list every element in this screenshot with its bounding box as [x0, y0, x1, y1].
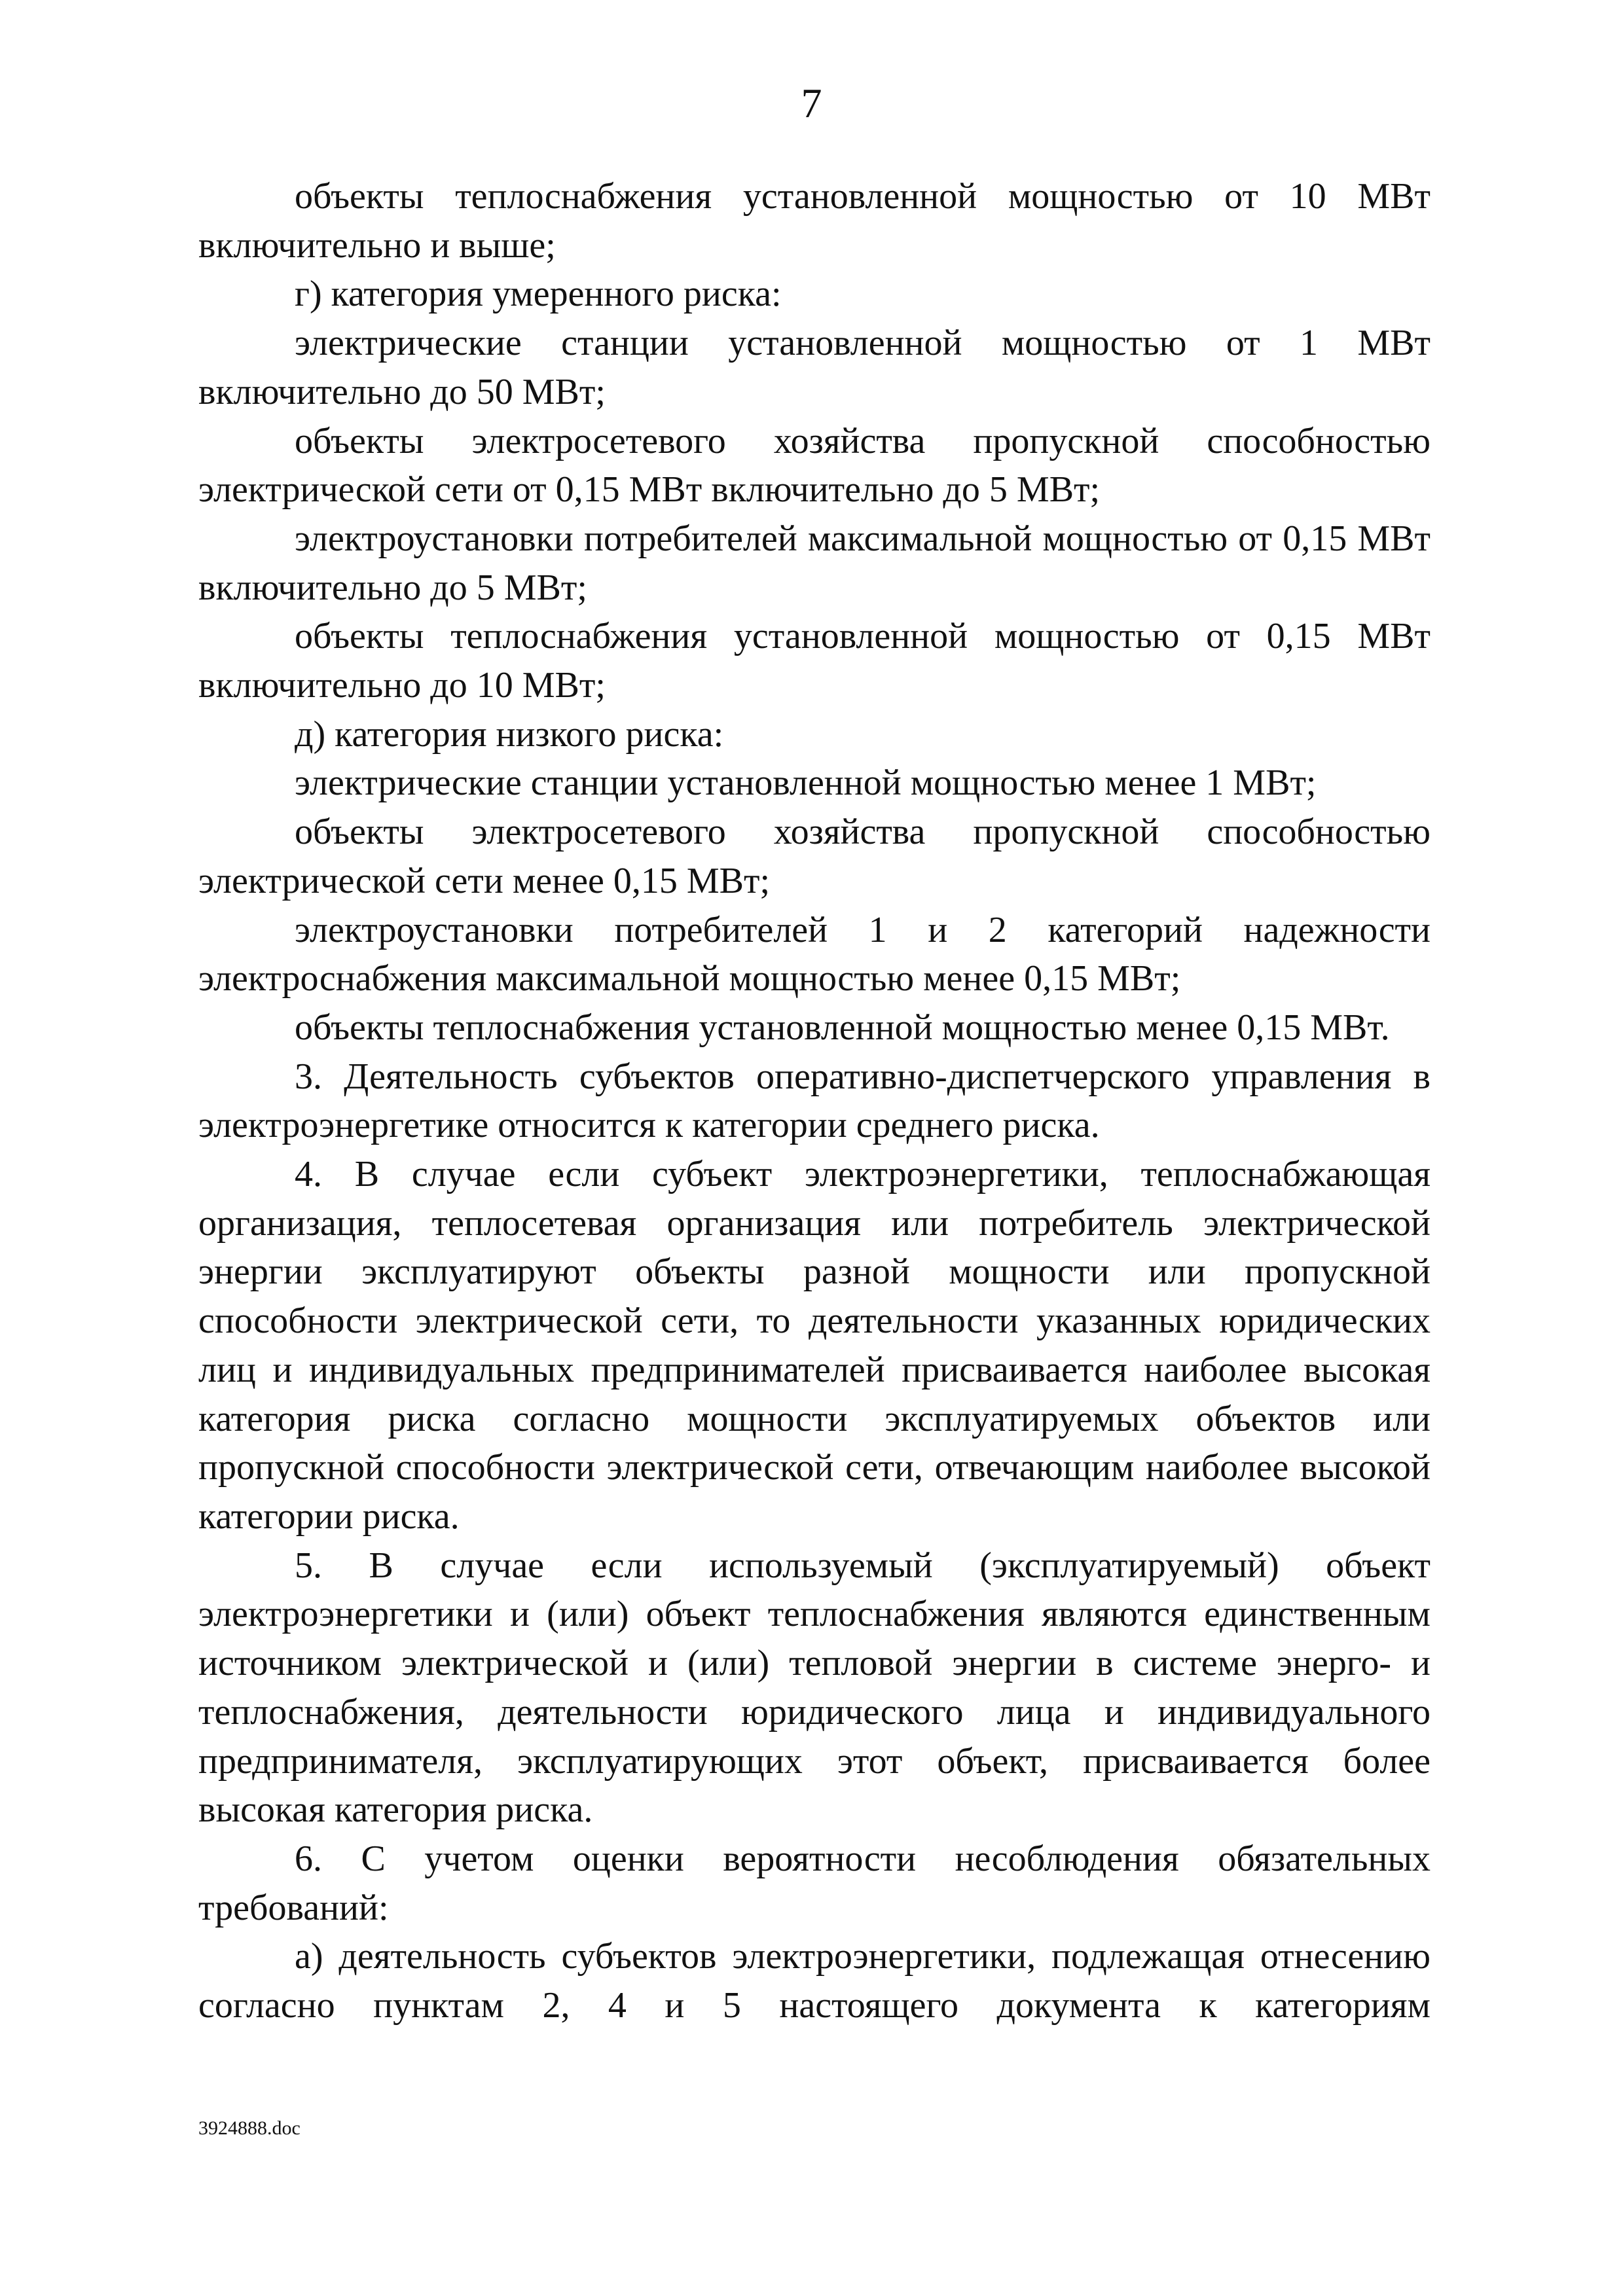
page-number: 7 [801, 80, 822, 126]
document-body [198, 172, 1431, 2030]
paragraph: объекты теплоснабжения установленной мощностью менее 0,15 МВт. [295, 1007, 1390, 1048]
paragraph: объекты теплоснабжения установленной мощностью от 0,15 МВт включительно до 10 МВт; [198, 616, 1431, 706]
paragraph: объекты электросетевого хозяйства пропускной способностью электрической сети от 0,15 МВт включительно до 5 МВт; [198, 420, 1431, 511]
paragraph: 5. В случае если используемый (эксплуатируемый) объект электроэнергетики и (или) объект теплоснабжения являются единственным источником электрической и (или) тепловой энергии в системе энерго- и теплоснабжения, деятельности юридического лица и индивидуального предпринимателя, эксплуатирующих этот объект, присваивается более высокая категория риска. [198, 1545, 1431, 1831]
paragraph: электроустановки потребителей максимальной мощностью от 0,15 МВт включительно до 5 МВт; [198, 518, 1431, 608]
paragraph: 4. В случае если субъект электроэнергетики, теплоснабжающая организация, теплосетевая организация или потребитель электрической энергии эксплуатируют объекты разной мощности или пропускной способности электрической сети, то деятельности указанных юридических лиц и индивидуальных предпринимателей присваивается наиболее высокая категория риска согласно мощности эксплуатируемых объектов или пропускной способности электрической сети, отвечающим наиболее высокой категории риска. [198, 1154, 1431, 1537]
paragraph: электроустановки потребителей 1 и 2 категорий надежности электроснабжения максимальной мощностью менее 0,15 МВт; [198, 909, 1431, 999]
paragraph: д) категория низкого риска: [295, 713, 724, 755]
paragraph: а) деятельность субъектов электроэнергетики, подлежащая отнесению согласно пунктам 2, 4 и 5 настоящего документа к категориям [198, 1936, 1431, 2026]
paragraph: 6. С учетом оценки вероятности несоблюдения обязательных требований: [198, 1838, 1431, 1928]
paragraph: 3. Деятельность субъектов оперативно-диспетчерского управления в электроэнергетике относится к категории среднего риска. [198, 1056, 1431, 1146]
document-filename: 3924888.doc [198, 2117, 301, 2139]
paragraph: г) категория умеренного риска: [295, 274, 782, 315]
paragraph: объекты электросетевого хозяйства пропускной способностью электрической сети менее 0,15 МВт; [198, 812, 1431, 901]
paragraph: электрические станции установленной мощностью менее 1 МВт; [295, 762, 1317, 804]
paragraph: объекты теплоснабжения установленной мощностью от 10 МВт включительно и выше; [198, 176, 1431, 266]
paragraph: электрические станции установленной мощностью от 1 МВт включительно до 50 МВт; [198, 323, 1431, 412]
